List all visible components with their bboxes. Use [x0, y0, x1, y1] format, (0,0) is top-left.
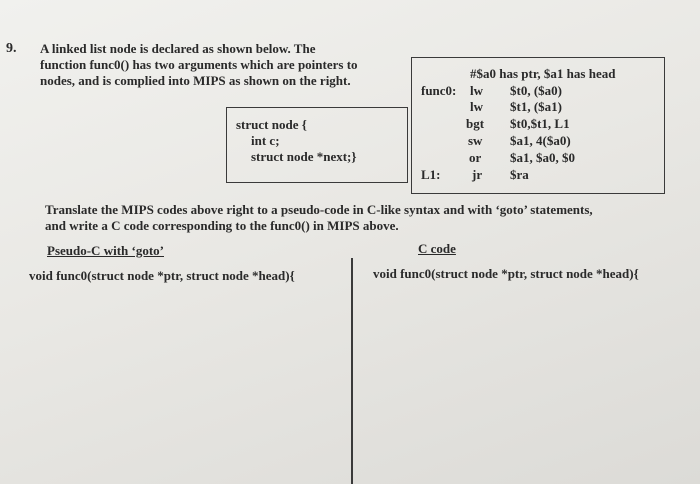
mips-label-l1: L1: — [421, 167, 441, 182]
mips-args-2: $t1, ($a1) — [510, 99, 562, 114]
mips-op-3: bgt — [466, 116, 485, 131]
mips-args-1: $t0, ($a0) — [510, 83, 562, 98]
mips-args-3: $t0,$t1, L1 — [510, 116, 570, 131]
struct-line-3: struct node *next;} — [251, 149, 357, 164]
mips-args-6: $ra — [510, 167, 529, 182]
struct-line-2: int c; — [251, 133, 280, 148]
mips-op-4: sw — [468, 133, 483, 148]
mips-label-func0: func0: — [421, 83, 457, 98]
mips-op-2: lw — [470, 99, 483, 114]
question-line-3: nodes, and is complied into MIPS as shown on the right. — [40, 73, 351, 88]
c-code-heading: C code — [418, 241, 456, 256]
pseudo-c-signature: void func0(struct node *ptr, struct node *head){ — [29, 268, 295, 283]
struct-line-1: struct node { — [236, 117, 307, 132]
column-divider — [351, 258, 353, 484]
mips-op-6: jr — [472, 167, 483, 182]
mips-comment: #$a0 has ptr, $a1 has head — [470, 66, 616, 81]
mips-op-1: lw — [470, 83, 483, 98]
pseudo-c-heading: Pseudo-C with ‘goto’ — [47, 243, 164, 258]
instruction-line-2: and write a C code corresponding to the func0() in MIPS above. — [45, 218, 399, 233]
c-code-signature: void func0(struct node *ptr, struct node *head){ — [373, 266, 639, 281]
mips-args-5: $a1, $a0, $0 — [510, 150, 575, 165]
question-number: 9. — [6, 41, 17, 56]
question-line-2: function func0() has two arguments which are pointers to — [40, 57, 358, 72]
mips-args-4: $a1, 4($a0) — [510, 133, 571, 148]
mips-op-5: or — [469, 150, 482, 165]
instruction-line-1: Translate the MIPS codes above right to a pseudo-code in C-like syntax and with ‘goto’ statements, — [45, 202, 593, 217]
question-line-1: A linked list node is declared as shown below. The — [40, 41, 316, 56]
